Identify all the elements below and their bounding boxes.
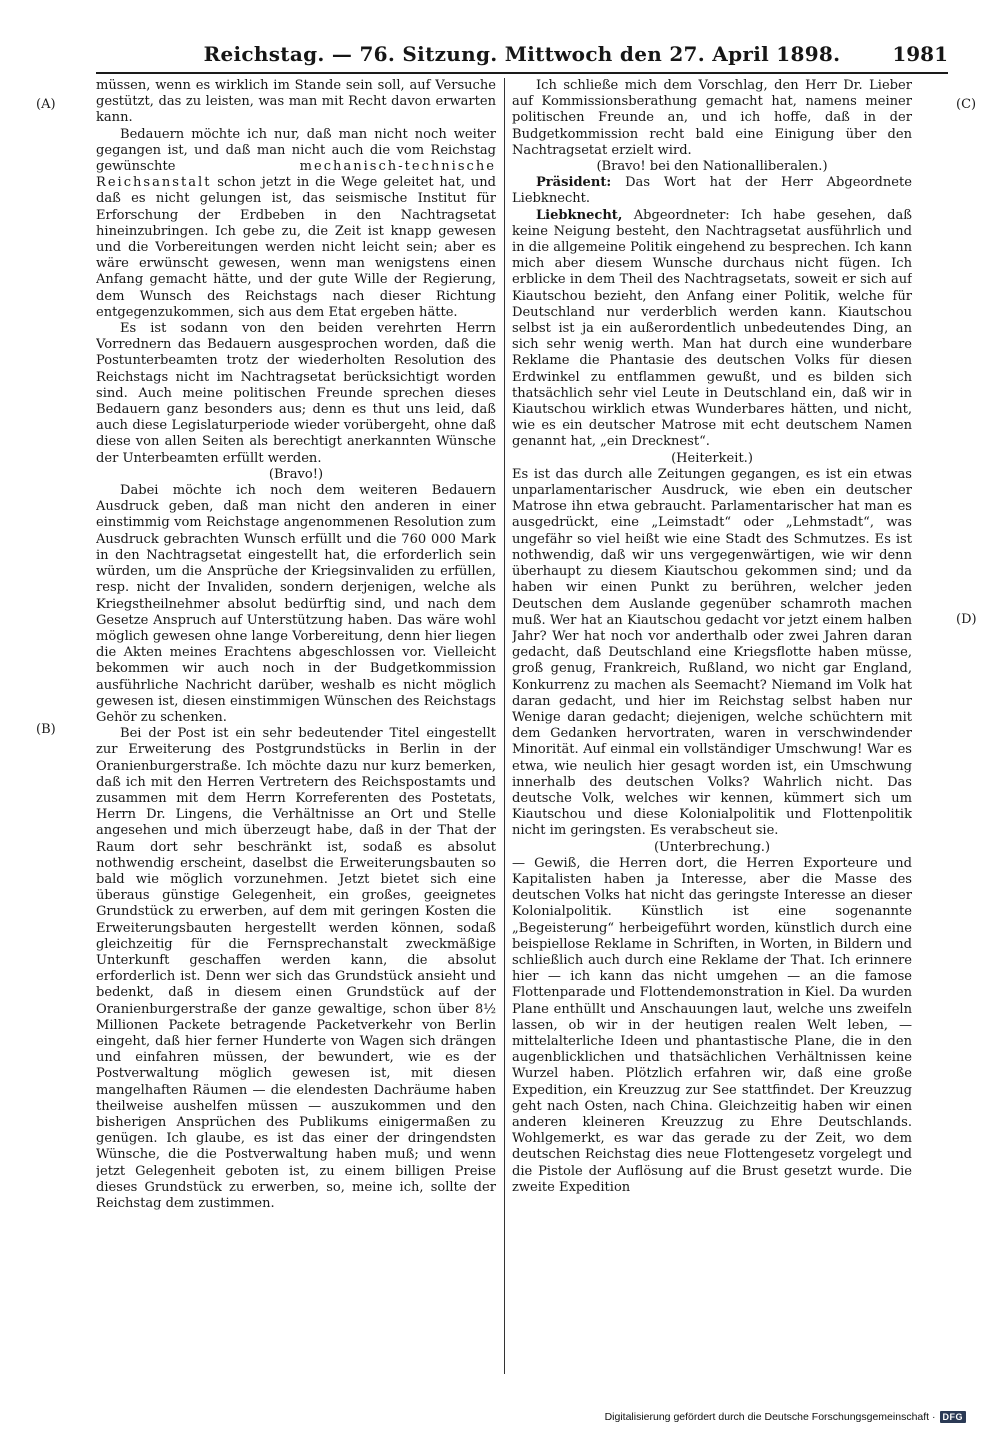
paragraph: müssen, wenn es wirklich im Stande sein soll, auf Versuche gestützt, das zu leisten, was man mit Recht davon erwarten kann. — [96, 78, 496, 126]
margin-marker-b: (B) — [36, 722, 56, 737]
paragraph: Bei der Post ist ein sehr bedeutender Titel eingestellt zur Erweiterung des Postgrundstücks in Berlin in der Oranienburgerstraße. Ich möchte dazu nur kurz bemerken, daß ich mit den Herren Vertretern des Reichspostamts und zusammen mit dem Herrn Korreferenten des Postetats, Herrn Dr. Lingens, die Verhältnisse an Ort und Stelle angesehen und mich überzeugt habe, daß in der That der Raum dort sehr beschränkt ist, sodaß es absolut nothwendig erscheint, daselbst die Erweiterungsbauten so bald wie möglich vorzunehmen. Jetzt bietet sich eine überaus günstige Gelegenheit, ein großes, geeignetes Grundstück zu erwerben, auf dem mit geringen Kosten die Erweiterungsbauten hergestellt werden können, sodaß gleichzeitig für die Fernsprechanstalt zweckmäßige Unterkunft geschaffen werden kann, die absolut erforderlich ist. Denn wer sich das Grundstück ansieht und bedenkt, daß in diesem einen Grundstück auf der Oranienburgerstraße der ganze gewaltige, schon über 8½ Millionen Packete betragende Packetverkehr von Berlin eingeht, daß hier ferner Hunderte von Wagen sich drängen und einfahren müssen, der bewundert, wie es der Postverwaltung möglich gewesen ist, mit diesen mangelhaften Räumen — die elendesten Dachräume haben theilweise aushelfen müssen — auszukommen und den bisherigen Ansprüchen des Publikums einigermaßen zu genügen. Ich glaube, es ist das einer der dringendsten Wünsche, die die Postverwaltung haben muß; und wenn jetzt Gelegenheit geboten ist, zu einem billigen Preise dieses Grundstück zu erwerben, so, meine ich, sollte der Reichstag dem zustimmen. — [96, 726, 496, 1212]
interjection: (Heiterkeit.) — [671, 450, 753, 466]
paragraph-text: Das Wort hat der Herr Abgeordnete Liebknecht. — [512, 175, 912, 207]
paragraph: Es ist sodann von den beiden verehrten Herrn Vorrednern das Bedauern ausgesprochen worden, daß die Postunterbeamten trotz der wiederholten Resolution des Reichstags nicht im Nachtragsetat berücksichtigt worden sind. Auch meine politischen Freunde sprechen dieses Bedauern ganz besonders aus; denn es thut uns leid, daß auch diese Legislaturperiode wieder vorübergeht, ohne daß diese von allen Seiten als berechtigt anerkannten Wünsche der Unterbeamten erfüllt werden. — [96, 321, 496, 466]
paragraph: Ich schließe mich dem Vorschlag, den Herr Dr. Lieber auf Kommissionsberathung gemacht hat, namens meiner politischen Freunde an, und ich hoffe, daß in der Budgetkommission recht bald eine Einigung über den Nachtragsetat erzielt wird. — [512, 78, 912, 158]
margin-marker-d: (D) — [956, 612, 977, 627]
right-column — [512, 78, 912, 1378]
margin-marker-a: (A) — [36, 97, 56, 112]
paragraph-text: schon jetzt in die Wege geleitet hat, und daß es nicht gelungen ist, das seismische Institut für Erforschung der Erdbeben in den Nachtragsetat hineinzubringen. Ich gebe zu, die Zeit ist knapp gewesen und die Vorbereitungen werden nicht leicht sein; aber es wäre erwünscht gewesen, wenn man wenigstens einen Anfang gemacht hätte, und der gute Wille der Regierung, dem Wunsch des Reichstags nach dieser Richtung entgegenzukommen, sich aus dem Etat ergeben hätte. — [96, 175, 496, 320]
paragraph-text: Bedauern möchte ich nur, daß man nicht noch weiter gegangen ist, und daß man nicht auch die vom Reichstag gewünschte — [96, 126, 496, 175]
paragraph: — Gewiß, die Herren dort, die Herren Exporteure und Kapitalisten haben ja Interesse, aber die Masse des deutschen Volks hat nicht das geringste Interesse an dieser Kolonialpolitik. Künstlich ist eine sogenannte „Begeisterung“ herbeigeführt worden, künstlich durch eine beispiellose Reklame in Schriften, in Worten, in Bildern und schließlich auch durch eine Reklame der That. Ich erinnere hier — ich kann das nicht umgehen — an die famose Flottenparade und Flottendemonstration in Kiel. Da wurden Plane enthüllt und Anschauungen laut, welche uns zweifeln lassen, ob wir in der heutigen realen Welt leben, — mittelalterliche Ideen und phantastische Plane, die in den augenblicklichen und thatsächlichen Verhältnissen keine Wurzel haben. Plötzlich erfahren wir, daß eine große Expedition, ein Kreuzzug zur See stattfindet. Der Kreuzzug geht nach Osten, nach China. Gleichzeitig haben wir einen anderen kleineren Kreuzzug zu Ehre Deutschlands. Wohlgemerkt, es war das gerade zu der Zeit, wo dem deutschen Reichstag dies neue Flottengesetz vorgelegt und die Pistole der Auflösung auf die Brust gesetzt wurde. Die zweite Expedition — [512, 855, 912, 1195]
page-header — [96, 42, 948, 72]
margin-marker-c: (C) — [956, 97, 977, 112]
paragraph: Dabei möchte ich noch dem weiteren Bedauern Ausdruck geben, daß man nicht den anderen in einer einstimmig vom Reichstage angenommenen Resolution zum Ausdruck gebrachten Wunsch erfüllt und die 760 000 Mark in den Nachtragsetat eingestellt hat, die erforderlich sein würden, um die Ansprüche der Kriegsinvaliden zu erfüllen, resp. nicht der Invaliden, sondern derjenigen, welche als Kriegstheilnehmer absolut bedürftig sind, und nach dem Gesetze Anspruch auf Unterstützung haben. Das wäre wohl möglich gewesen ohne lange Vorbereitung, denn hier liegen die Akten meines Erachtens abgeschlossen vor. Vielleicht bekommen wir auch noch in der Budgetkommission ausführliche Nachricht darüber, weshalb es nicht möglich gewesen ist, diesen einstimmigen Wünschen des Reichstags Gehör zu schenken. — [96, 483, 496, 725]
footer — [605, 1411, 966, 1423]
paragraph-text: Abgeordneter: Ich habe gesehen, daß keine Neigung besteht, den Nachtragsetat ausführlich und in die allgemeine Politik eingehend zu besprechen. Ich kann mich aber diesem Wunsche durchaus nicht fügen. Ich erblicke in dem Theil des Nachtragsetats, soweit er sich auf Kiautschou bezieht, den Anfang einer Politik, welche für Deutschland nur verderblich werden kann. Kiautschou selbst ist ja ein außerordentlich unbedeutendes Ding, an sich sehr wenig werth. Man hat durch eine wunderbare Reklame die Phantasie des deutschen Volks für diesen Erdwinkel zu entflammen gewußt, und es bilden sich thatsächlich sehr viel Leute in Deutschland ein, daß wir in Kiautschou wirklich etwas Wunderbares hätten, und nicht, wie es ein deutscher Matrose mit echt deutschem Namen genannt hat, „ein Drecknest“. — [512, 207, 912, 450]
paragraph — [512, 208, 912, 451]
dfg-logo: DFG — [940, 1411, 967, 1423]
left-column — [96, 78, 496, 1378]
header-rule — [96, 72, 948, 74]
footer-text: Digitalisierung gefördert durch die Deutsche Forschungsgemeinschaft · — [604, 1411, 936, 1423]
column-divider — [504, 78, 505, 1374]
page-title: Reichstag. — 76. Sitzung. Mittwoch den 27. April 1898. — [203, 42, 841, 66]
speaker-label: Präsident: — [536, 175, 612, 191]
emphasis-text: mechanisch-technische Reichsanstalt — [96, 159, 496, 191]
paragraph: Es ist das durch alle Zeitungen gegangen, es ist ein etwas unparlamentarischer Ausdruck, wie eben ein deutscher Matrose ihn etwa gebraucht. Parlamentarischer hat man es ausgedrückt, eine „Leimstadt“ oder „Lehmstadt“, was ungefähr so viel heißt wie eine Stadt des Schmutzes. Es ist nothwendig, daß wir uns vergegenwärtigen, wie wir denn überhaupt zu diesem Kiautschou gekommen sind; und da haben wir einen Punkt zu berühren, welcher jeden Deutschen dem Auslande gegenüber schamroth machen muß. Wer hat an Kiautschou gedacht vor jetzt einem halben Jahr? Wer hat noch vor anderthalb oder zwei Jahren daran gedacht, daß Deutschland eine Kriegsflotte haben müsse, groß genug, Frankreich, Rußland, wo nicht gar England, Konkurrenz zu machen als Seemacht? Niemand im Volk hat daran gedacht, und hier im Reichstag selbst haben nur Wenige daran gedacht; diejenigen, welche schüchtern mit dem Gedanken hervortraten, waren in verschwindender Minorität. Auf einmal ein vollständiger Umschwung! War es etwa, wie neulich hier gesagt worden ist, ein Umschwung innerhalb des deutschen Volks? Wahrlich nicht. Das deutsche Volk, welches wir kennen, kümmert sich um Kiautschou und diese Kolonialpolitik und Flottenpolitik nicht im geringsten. Es verabscheut sie. — [512, 466, 912, 839]
paragraph — [512, 175, 912, 207]
interjection: (Unterbrechung.) — [653, 839, 771, 855]
paragraph — [96, 127, 496, 321]
interjection: (Bravo! bei den Nationalliberalen.) — [596, 159, 828, 175]
interjection: (Bravo!) — [268, 466, 324, 482]
speaker-label: Liebknecht, — [536, 207, 623, 223]
page-number: 1981 — [892, 42, 948, 66]
